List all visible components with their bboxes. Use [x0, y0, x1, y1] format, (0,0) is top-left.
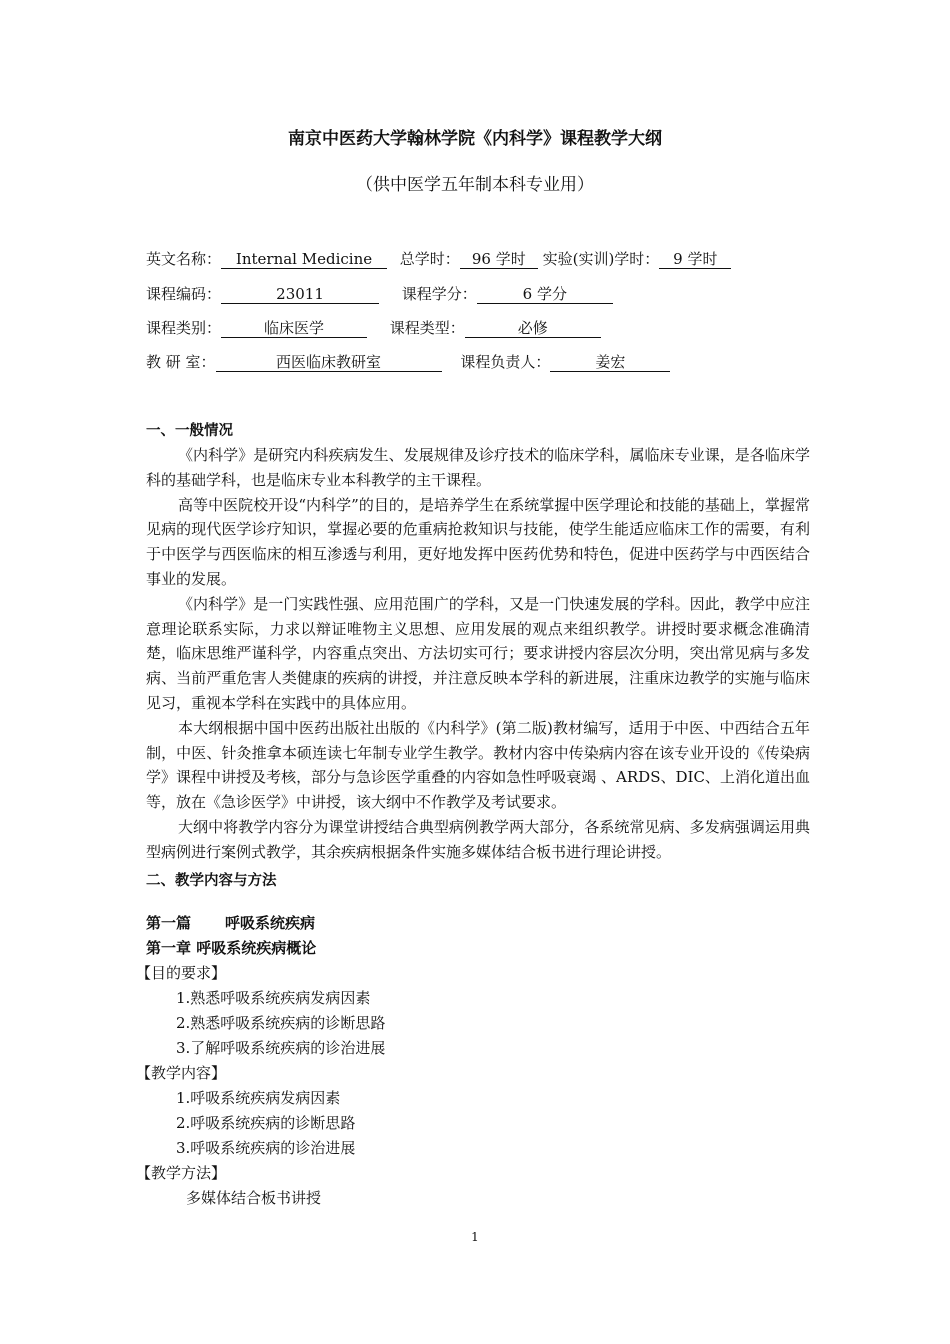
section-heading-content: 二、教学内容与方法	[146, 872, 277, 889]
section-heading-general: 一、一般情况	[146, 423, 233, 439]
method-label: 【教学方法】	[136, 1164, 227, 1182]
category-label: 课程类别：	[146, 319, 222, 337]
general-section	[146, 419, 810, 893]
course-code-value: 23011	[221, 285, 379, 304]
info-row-category	[146, 318, 601, 338]
list-item: 2.呼吸系统疾病的诊断思路	[176, 1114, 356, 1132]
list-item: 1.呼吸系统疾病发病因素	[176, 1089, 341, 1107]
info-row-code	[146, 284, 613, 304]
paragraph: 《内科学》是一门实践性强、应用范围广的学科，又是一门快速发展的学科。因此，教学中应注意理论联系实际，力求以辩证唯物主义思想、应用发展的观点来组织教学。讲授时要求概念准确清楚，临床思维严谨科学，内容重点突出、方法切实可行；要求讲授内容层次分明，突出常见病与多发病、当前严重危害人类健康的疾病的讲授，并注意反映本学科的新进展，注重床边教学的实施与临床见习，重视本学科在实践中的具体应用。	[146, 594, 810, 712]
paragraph: 高等中医院校开设“内科学”的目的，是培养学生在系统掌握中医学理论和技能的基础上，掌握常见病的现代医学诊疗知识，掌握必要的危重病抢救知识与技能，使学生能适应临床工作的需要，有利于中医学与西医临床的相互渗透与利用，更好地发挥中医药优势和特色，促进中医药学与中西医结合事业的发展。	[146, 495, 810, 588]
course-type-label: 课程类型：	[389, 319, 465, 337]
paragraph: 大纲中将教学内容分为课堂讲授结合典型病例教学两大部分，各系统常见病、多发病强调运用典型病例进行案例式教学，其余疾病根据条件实施多媒体结合板书进行理论讲授。	[146, 817, 810, 861]
paragraph: 本大纲根据中国中医药出版社出版的《内科学》(第二版)教材编写，适用于中医、中西结合五年制，中医、针灸推拿本硕连读七年制专业学生教学。教材内容中传染病内容在该专业开设的《传染病学》课程中讲授及考核，部分与急诊医学重叠的内容如急性呼吸衰竭 、ARDS、DIC、上消化道出血等，放在《急诊医学》中讲授，该大纲中不作教学及考试要求。	[146, 718, 810, 812]
page-title: 南京中医药大学翰林学院《内科学》课程教学大纲	[288, 129, 662, 149]
course-code-label: 课程编码：	[146, 285, 222, 303]
method-text: 多媒体结合板书讲授	[186, 1189, 322, 1207]
total-hours-label: 总学时：	[399, 250, 460, 268]
info-row-department	[146, 352, 670, 372]
chapter-heading: 第一章 呼吸系统疾病概论	[146, 939, 317, 957]
department-label: 教 研 室：	[146, 353, 216, 371]
category-value: 临床医学	[221, 319, 367, 338]
content-label: 【教学内容】	[136, 1064, 227, 1082]
page-number: 1	[471, 1230, 479, 1244]
paragraph: 《内科学》是研究内科疾病发生、发展规律及诊疗技术的临床学科，属临床专业课，是各临床学科的基础学科，也是临床专业本科教学的主干课程。	[146, 446, 810, 489]
objectives-block	[136, 961, 385, 1211]
credits-value: 6 学分	[477, 285, 613, 304]
part-heading	[146, 911, 315, 936]
page-subtitle: （供中医学五年制本科专业用）	[356, 175, 594, 195]
objectives-label: 【目的要求】	[136, 964, 227, 982]
department-value: 西医临床教研室	[216, 353, 442, 372]
english-name-label: 英文名称：	[146, 250, 222, 268]
part-label: 第一篇	[146, 914, 192, 932]
list-item: 2.熟悉呼吸系统疾病的诊断思路	[176, 1014, 386, 1032]
total-hours-value: 96 学时	[460, 250, 538, 269]
lab-hours-label: 实验(实训)学时：	[542, 250, 660, 268]
credits-label: 课程学分：	[401, 285, 477, 303]
lab-hours-value: 9 学时	[659, 250, 731, 269]
english-name-value: Internal Medicine	[221, 250, 387, 269]
course-lead-value: 姜宏	[550, 353, 670, 372]
part-title: 呼吸系统疾病	[225, 914, 316, 932]
list-item: 3.了解呼吸系统疾病的诊治进展	[176, 1039, 386, 1057]
info-row-english-name	[146, 249, 731, 269]
course-lead-label: 课程负责人：	[460, 353, 551, 371]
list-item: 3.呼吸系统疾病的诊治进展	[176, 1139, 356, 1157]
course-type-value: 必修	[465, 319, 601, 338]
list-item: 1.熟悉呼吸系统疾病发病因素	[176, 989, 371, 1007]
